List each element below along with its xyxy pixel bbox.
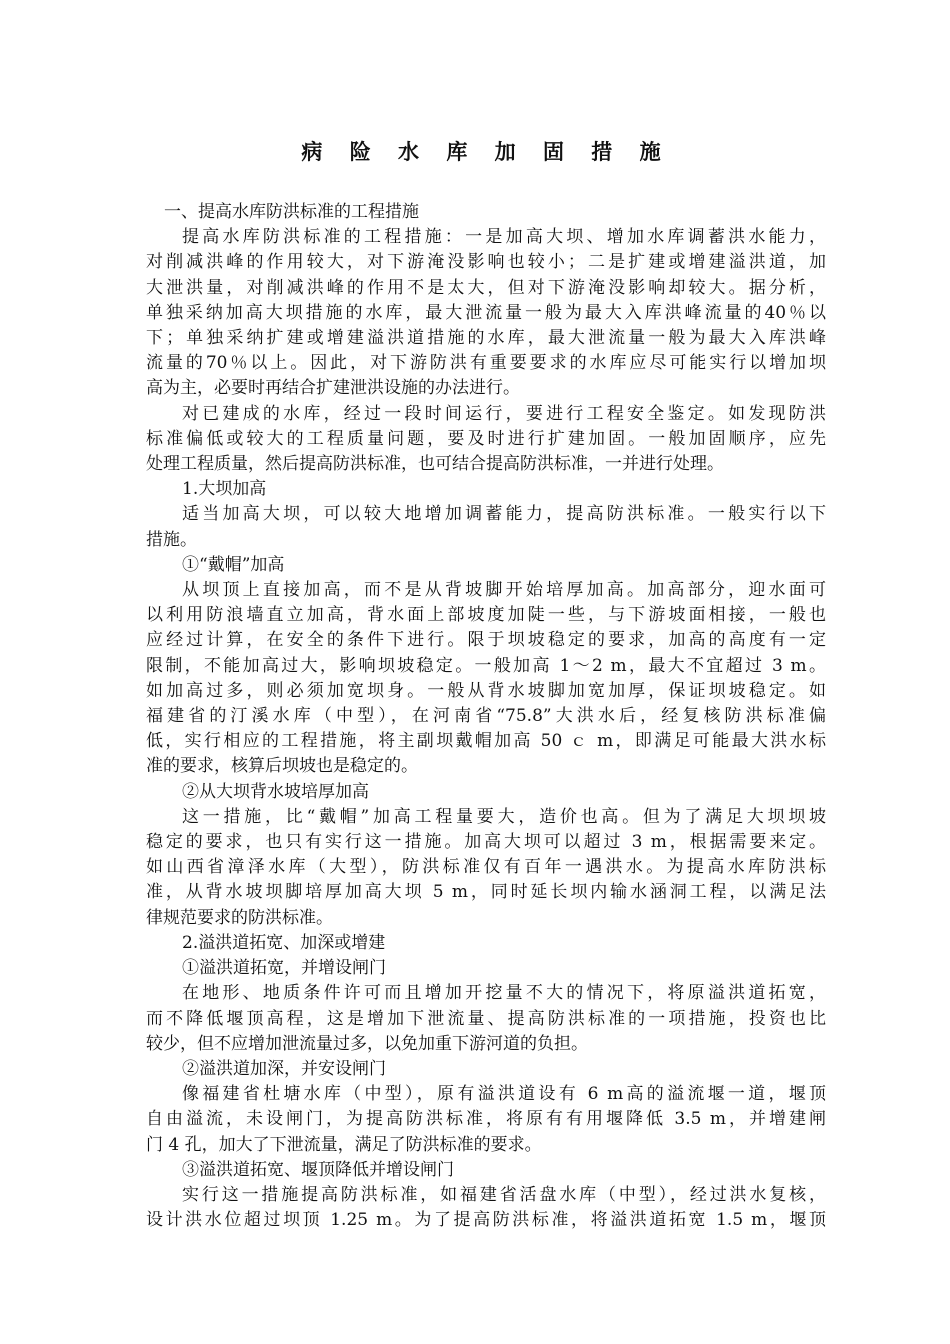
text-line: 这一措施，比“戴帽”加高工程量要大，造价也高。但为了满足大坝坝坡 xyxy=(182,806,826,827)
text-line: 对削减洪峰的作用较大，对下游淹没影响也较小；二是扩建或增建溢洪道，加 xyxy=(146,252,826,273)
text-line: 稳定的要求，也只有实行这一措施。加高大坝可以超过 3 m，根据需要来定。 xyxy=(146,832,826,853)
text-line: 门 4 孔，加大了下泄流量，满足了防洪标准的要求。 xyxy=(146,1134,542,1155)
text-line: 处理工程质量，然后提高防洪标准，也可结合提高防洪标准，一并进行处理。 xyxy=(146,454,724,475)
text-line: 准的要求，核算后坝坡也是稳定的。 xyxy=(146,756,418,777)
text-line: 应经过计算，在安全的条件下进行。限于坝坡稳定的要求，加高的高度有一定 xyxy=(146,630,826,651)
text-line: 高为主，必要时再结合扩建泄洪设施的办法进行。 xyxy=(146,378,520,399)
text-line: 以利用防浪墙直立加高，背水面上部坡度加陡一些，与下游坡面相接，一般也 xyxy=(146,605,826,626)
text-line: 较少，但不应增加泄流量过多，以免加重下游河道的负担。 xyxy=(146,1033,588,1054)
text-line: 1.大坝加高 xyxy=(182,479,267,500)
text-line: 自由溢流，未设闸门，为提高防洪标准，将原有有用堰降低 3.5 m，并增建闸 xyxy=(146,1109,826,1130)
text-line: 在地形、地质条件许可而且增加开挖量不大的情况下，将原溢洪道拓宽， xyxy=(182,983,826,1004)
text-line: 措施。 xyxy=(146,529,197,550)
document-page xyxy=(146,0,826,1233)
text-line: 如加高过多，则必须加宽坝身。一般从背水坡脚加宽加厚，保证坝坡稳定。如 xyxy=(146,680,826,701)
text-line: 律规范要求的防洪标准。 xyxy=(146,907,333,928)
text-line: 低，实行相应的工程措施，将主副坝戴帽加高 50 ｃ m，即满足可能最大洪水标 xyxy=(146,731,826,752)
text-line: 流量的70％以上。因此，对下游防洪有重要要求的水库应尽可能实行以增加坝 xyxy=(146,353,826,374)
text-line: ②溢洪道加深，并安设闸门 xyxy=(182,1058,386,1079)
text-line: 而不降低堰顶高程，这是增加下泄流量、提高防洪标准的一项措施，投资也比 xyxy=(146,1008,826,1029)
text-line: 从坝顶上直接加高，而不是从背坡脚开始培厚加高。加高部分，迎水面可 xyxy=(182,580,826,601)
text-line: ①“戴帽”加高 xyxy=(182,554,285,575)
section-heading: 一、提高水库防洪标准的工程措施 xyxy=(164,202,419,222)
text-line: 设计洪水位超过坝顶 1.25 m。为了提高防洪标准，将溢洪道拓宽 1.5 m，堰顶 xyxy=(146,1210,826,1231)
text-line: ②从大坝背水坡培厚加高 xyxy=(182,781,369,802)
text-line: 2.溢洪道拓宽、加深或增建 xyxy=(182,932,386,953)
text-line: 实行这一措施提高防洪标准，如福建省活盘水库（中型），经过洪水复核， xyxy=(182,1184,826,1205)
text-line: 如山西省漳泽水库（大型），防洪标准仅有百年一遇洪水。为提高水库防洪标 xyxy=(146,857,826,878)
text-line: 大泄洪量，对削减洪峰的作用不是太大，但对下游淹没影响却较大。据分析， xyxy=(146,277,826,298)
text-line: 像福建省杜塘水库（中型），原有溢洪道设有 6 m高的溢流堰一道，堰顶 xyxy=(182,1084,826,1105)
text-line: 福建省的汀溪水库（中型），在河南省“75.8”大洪水后，经复核防洪标准偏 xyxy=(146,706,826,727)
text-line: 提高水库防洪标准的工程措施：一是加高大坝、增加水库调蓄洪水能力， xyxy=(182,227,826,248)
text-line: 准，从背水坡坝脚培厚加高大坝 5 m，同时延长坝内输水涵洞工程，以满足法 xyxy=(146,882,826,903)
text-line: 标准偏低或较大的工程质量问题，要及时进行扩建加固。一般加固顺序，应先 xyxy=(146,428,826,449)
text-line: ③溢洪道拓宽、堰顶降低并增设闸门 xyxy=(182,1159,454,1180)
text-line: ①溢洪道拓宽，并增设闸门 xyxy=(182,958,386,979)
text-line: 限制，不能加高过大，影响坝坡稳定。一般加高 1～2 m，最大不宜超过 3 m。 xyxy=(146,655,826,676)
text-line: 对已建成的水库，经过一段时间运行，要进行工程安全鉴定。如发现防洪 xyxy=(182,403,826,424)
text-line: 适当加高大坝，可以较大地增加调蓄能力，提高防洪标准。一般实行以下 xyxy=(182,504,826,525)
text-line: 下；单独采纳扩建或增建溢洪道措施的水库，最大泄流量一般为最大入库洪峰 xyxy=(146,328,826,349)
text-line: 单独采纳加高大坝措施的水库，最大泄流量一般为最大入库洪峰流量的40％以 xyxy=(146,302,826,323)
document-body xyxy=(146,200,826,1233)
document-title: 病 险 水 库 加 固 措 施 xyxy=(301,139,671,164)
